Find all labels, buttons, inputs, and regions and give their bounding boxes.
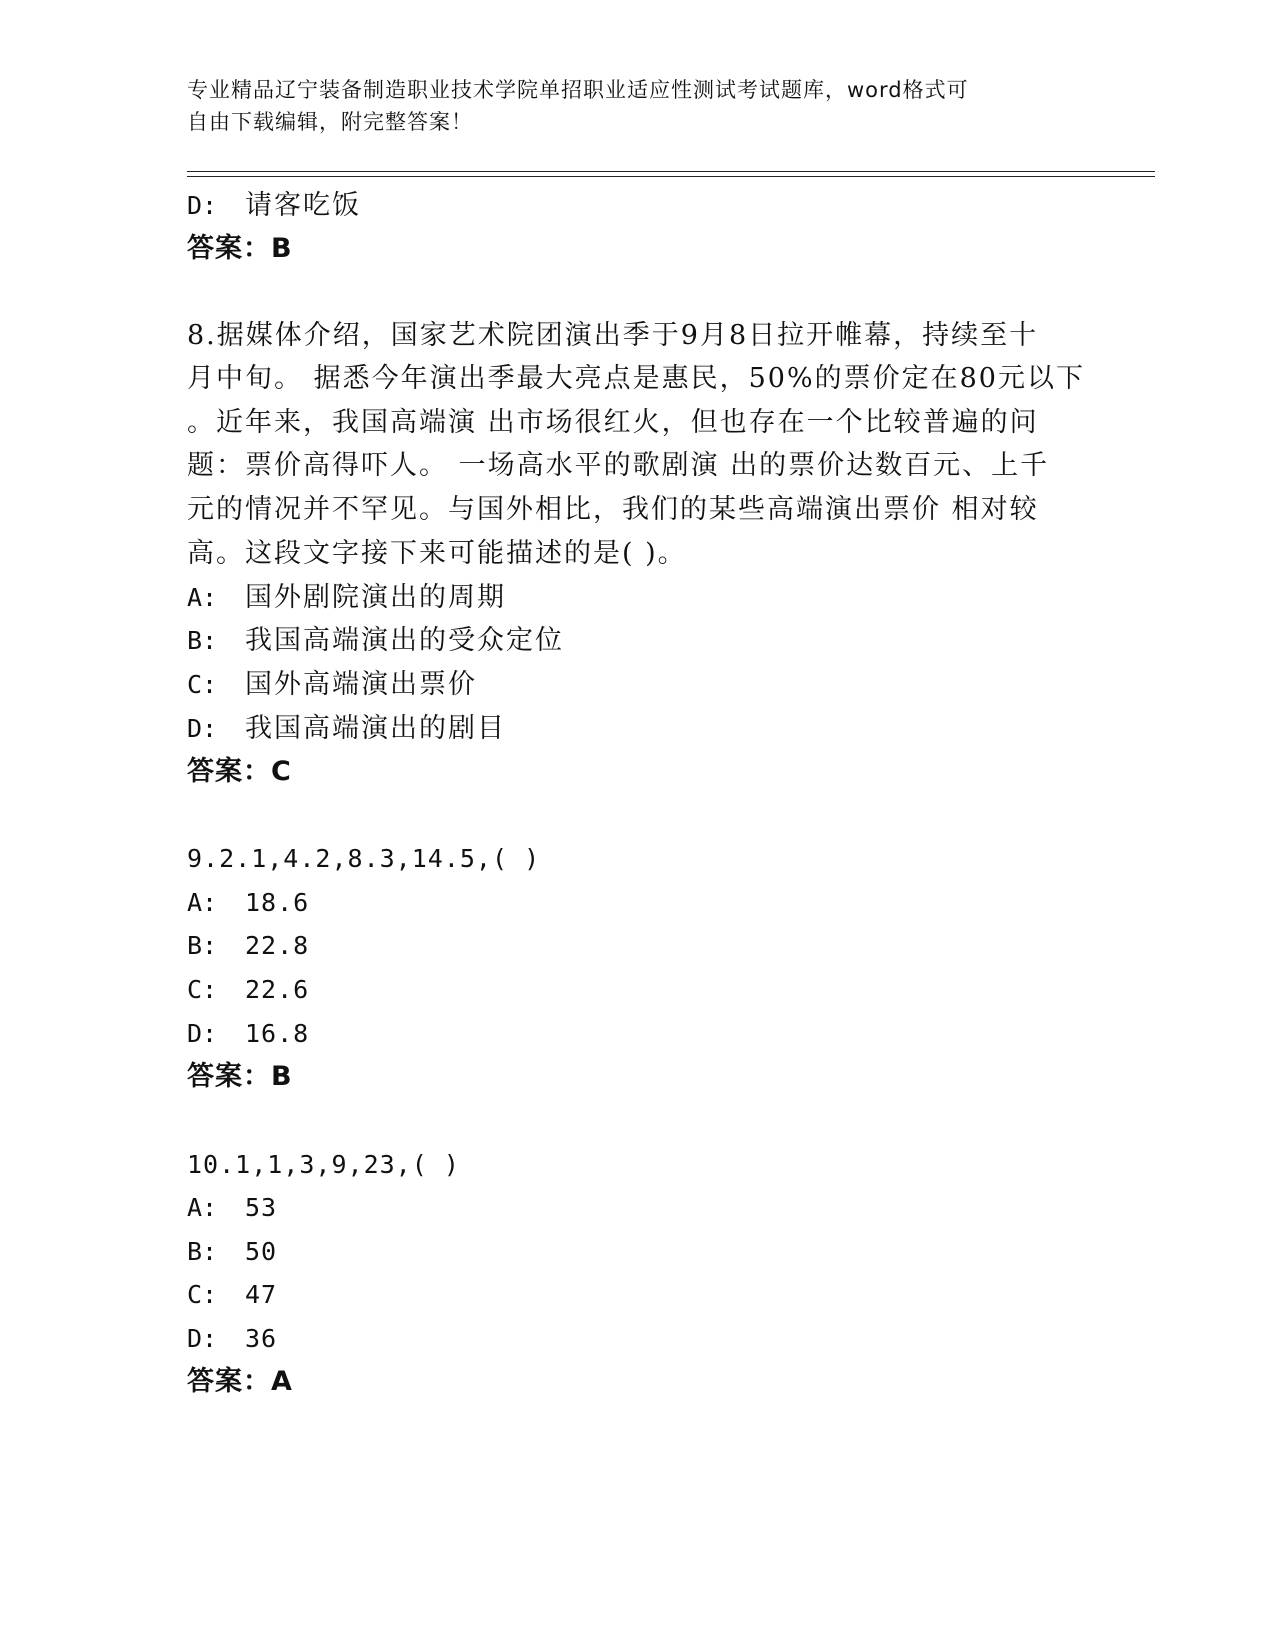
- question-stem-line: 10.1,1,3,9,23,( ): [187, 1150, 460, 1179]
- option-letter: C:: [187, 975, 218, 1004]
- option-b: [187, 926, 309, 966]
- option-d: [187, 709, 506, 749]
- option-d: [187, 186, 361, 226]
- option-text: 22.8: [245, 931, 310, 960]
- option-d: [187, 1014, 309, 1054]
- header-line-1: 专业精品辽宁装备制造职业技术学院单招职业适应性测试考试题库，word格式可: [187, 78, 969, 102]
- option-letter: D:: [187, 714, 218, 743]
- option-c: [187, 970, 309, 1010]
- question-stem-line: 8.据媒体介绍，国家艺术院团演出季于9月8日拉开帷幕，持续至十: [187, 320, 1039, 351]
- answer-line: 答案：A: [187, 1366, 293, 1397]
- option-a: [187, 883, 309, 923]
- option-letter: D:: [187, 1019, 218, 1048]
- answer-line: 答案：B: [187, 1061, 293, 1092]
- option-letter: C:: [187, 1280, 218, 1309]
- option-letter: D:: [187, 1324, 218, 1353]
- option-b: [187, 621, 564, 661]
- option-text: 50: [245, 1237, 278, 1266]
- option-letter: A:: [187, 888, 218, 917]
- option-letter: B:: [187, 626, 218, 655]
- option-letter: A:: [187, 1193, 218, 1222]
- option-letter: A:: [187, 583, 218, 612]
- option-letter: C:: [187, 670, 218, 699]
- option-text: 我国高端演出的剧目: [245, 713, 506, 744]
- option-d: [187, 1319, 277, 1359]
- question-stem-line: 题：票价高得吓人。 一场高水平的歌剧演 出的票价达数百元、上千: [187, 450, 1050, 481]
- option-text: 我国高端演出的受众定位: [245, 625, 564, 656]
- question-stem-line: 月中旬。 据悉今年演出季最大亮点是惠民，50%的票价定在80元以下: [187, 363, 1085, 394]
- option-text: 18.6: [245, 888, 310, 917]
- header-line-2: 自由下载编辑，附完整答案！: [187, 110, 473, 134]
- header-rule-bottom: [187, 176, 1155, 177]
- option-text: 22.6: [245, 975, 310, 1004]
- header-rule-top: [187, 171, 1155, 172]
- answer-line: 答案：C: [187, 756, 292, 787]
- answer-line: 答案：B: [187, 233, 293, 264]
- option-text: 国外高端演出票价: [245, 669, 477, 700]
- option-text: 47: [245, 1280, 278, 1309]
- option-text: 36: [245, 1324, 278, 1353]
- option-a: [187, 1188, 277, 1228]
- question-stem-line: 高。这段文字接下来可能描述的是( )。: [187, 538, 687, 569]
- option-b: [187, 1232, 277, 1272]
- option-letter: D:: [187, 191, 218, 220]
- page-header: [187, 74, 1087, 138]
- option-c: [187, 1275, 277, 1315]
- question-stem-line: 9.2.1,4.2,8.3,14.5,( ): [187, 844, 541, 873]
- option-letter: B:: [187, 931, 218, 960]
- option-a: [187, 578, 506, 618]
- option-text: 53: [245, 1193, 278, 1222]
- option-text: 请客吃饭: [245, 190, 361, 221]
- question-stem-line: 元的情况并不罕见。与国外相比，我们的某些高端演出票价 相对较: [187, 494, 1039, 525]
- question-stem-line: 。近年来，我国高端演 出市场很红火，但也存在一个比较普遍的问: [187, 407, 1039, 438]
- option-text: 国外剧院演出的周期: [245, 582, 506, 613]
- option-letter: B:: [187, 1237, 218, 1266]
- option-text: 16.8: [245, 1019, 310, 1048]
- option-c: [187, 665, 477, 705]
